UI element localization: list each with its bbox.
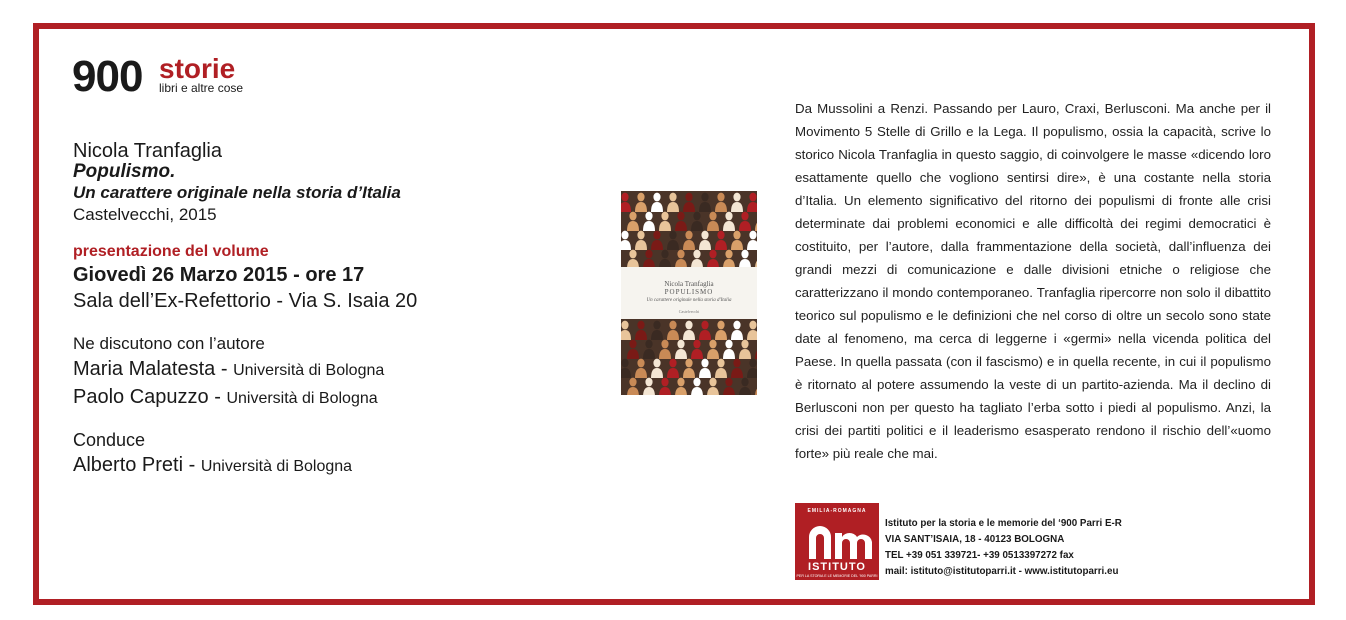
speaker-row — [73, 356, 593, 384]
event-place: Sala dell’Ex-Refettorio - Via S. Isaia 20 — [73, 290, 418, 312]
book-description: Da Mussolini a Renzi. Passando per Lauro, Craxi, Berlusconi. Ma anche per il Movimento 5 Stelle di Grillo e la Lega. Il populismo, ossia la capacità, scrive lo storico Nicola Tranfaglia in questo saggio, di coinvolgere le masse «dicendo loro esattamente quello che vogliono sentirsi dire», è una costante nella storia d’Italia. Un elemento significativo del ritorno dei populismi di fronte alle crisi determinate dai problemi economici e alle difficoltà dei regimi democratici è costituito, per l’autore, dalla frammentazione della società, dall’influenza dei grandi mezzi di comunicazione e dalle divisioni etniche o religiose che caratterizzano il mondo contemporaneo. Tranfaglia ripercorre non solo il dibattito teorico sul populismo e le definizioni che nel corso di oltre un secolo sono state date al fenomeno, ma cerca di leggerne i «germi» nella vicenda politica del Paese. In quella passata (con il fascismo) e in quella recente, in cui il populismo è ritornato al potere assumendo la veste di un partito-azienda. Ma il declino di Berlusconi non per questo ha tagliato l’erba sotto i piedi al populismo. Anzi, la crisi dei partiti politici e il leaderismo esasperato rendono il rischio dell’«uomo forte» più reale che mai. — [795, 101, 1271, 461]
institute-address: VIA SANT’ISAIA, 18 - 40123 BOLOGNA — [885, 534, 1065, 545]
book-title: Populismo. — [73, 161, 176, 182]
inst-logo-word: ISTITUTO — [808, 561, 866, 573]
cover-pattern-bottom — [621, 319, 757, 395]
institute-name: Istituto per la storia e le memorie del ‘900 Parri E-R — [885, 518, 1122, 529]
logo-number: 900 — [72, 52, 143, 101]
separator: - — [208, 386, 227, 408]
event-date: Giovedì 26 Marzo 2015 - ore 17 — [73, 264, 365, 286]
book-cover-image — [621, 191, 757, 395]
discussants-label: Ne discutono con l’autore — [73, 334, 265, 353]
book-author: Nicola Tranfaglia — [73, 140, 222, 162]
cover-title: POPULISMO — [664, 288, 714, 296]
event-details — [73, 140, 593, 480]
institute-contact-line: mail: istituto@istitutoparri.it - www.istitutoparri.eu — [885, 566, 1119, 577]
institute-phone: TEL +39 051 339721- +39 0513397272 fax — [885, 550, 1074, 561]
logo-tagline: libri e altre cose — [159, 81, 244, 95]
istituto-parri-logo — [795, 503, 879, 580]
book-subtitle: Un carattere originale nella storia d’Italia — [73, 183, 401, 202]
moderator-label: Conduce — [73, 430, 146, 450]
cover-pattern-top — [621, 191, 757, 267]
moderator-row — [73, 452, 593, 480]
moderator-affiliation: Università di Bologna — [200, 458, 353, 475]
cover-subtitle: Un carattere originale nella storia d'Italia — [646, 298, 732, 303]
presentation-label: presentazione del volume — [73, 243, 269, 260]
institute-contact — [885, 516, 1122, 580]
speaker-affiliation: Università di Bologna — [226, 390, 378, 407]
speaker-name: Paolo Capuzzo — [73, 386, 209, 408]
separator: - — [215, 358, 234, 380]
inst-logo-region: EMILIA-ROMAGNA — [807, 508, 867, 514]
speaker-name: Maria Malatesta — [73, 358, 216, 380]
cover-author: Nicola Tranfaglia — [664, 280, 714, 288]
speaker-affiliation: Università di Bologna — [233, 362, 385, 379]
inst-logo-tagline: PER LA STORIA E LE MEMORIE DEL '900 PARRI — [796, 574, 878, 578]
separator: - — [183, 454, 201, 476]
logo-word: storie — [159, 53, 236, 84]
cover-text — [621, 280, 757, 304]
speaker-row — [73, 384, 593, 412]
book-publisher: Castelvecchi, 2015 — [73, 205, 217, 224]
cover-publisher: Castelvecchi — [678, 309, 700, 314]
moderator-name: Alberto Preti — [73, 454, 184, 476]
